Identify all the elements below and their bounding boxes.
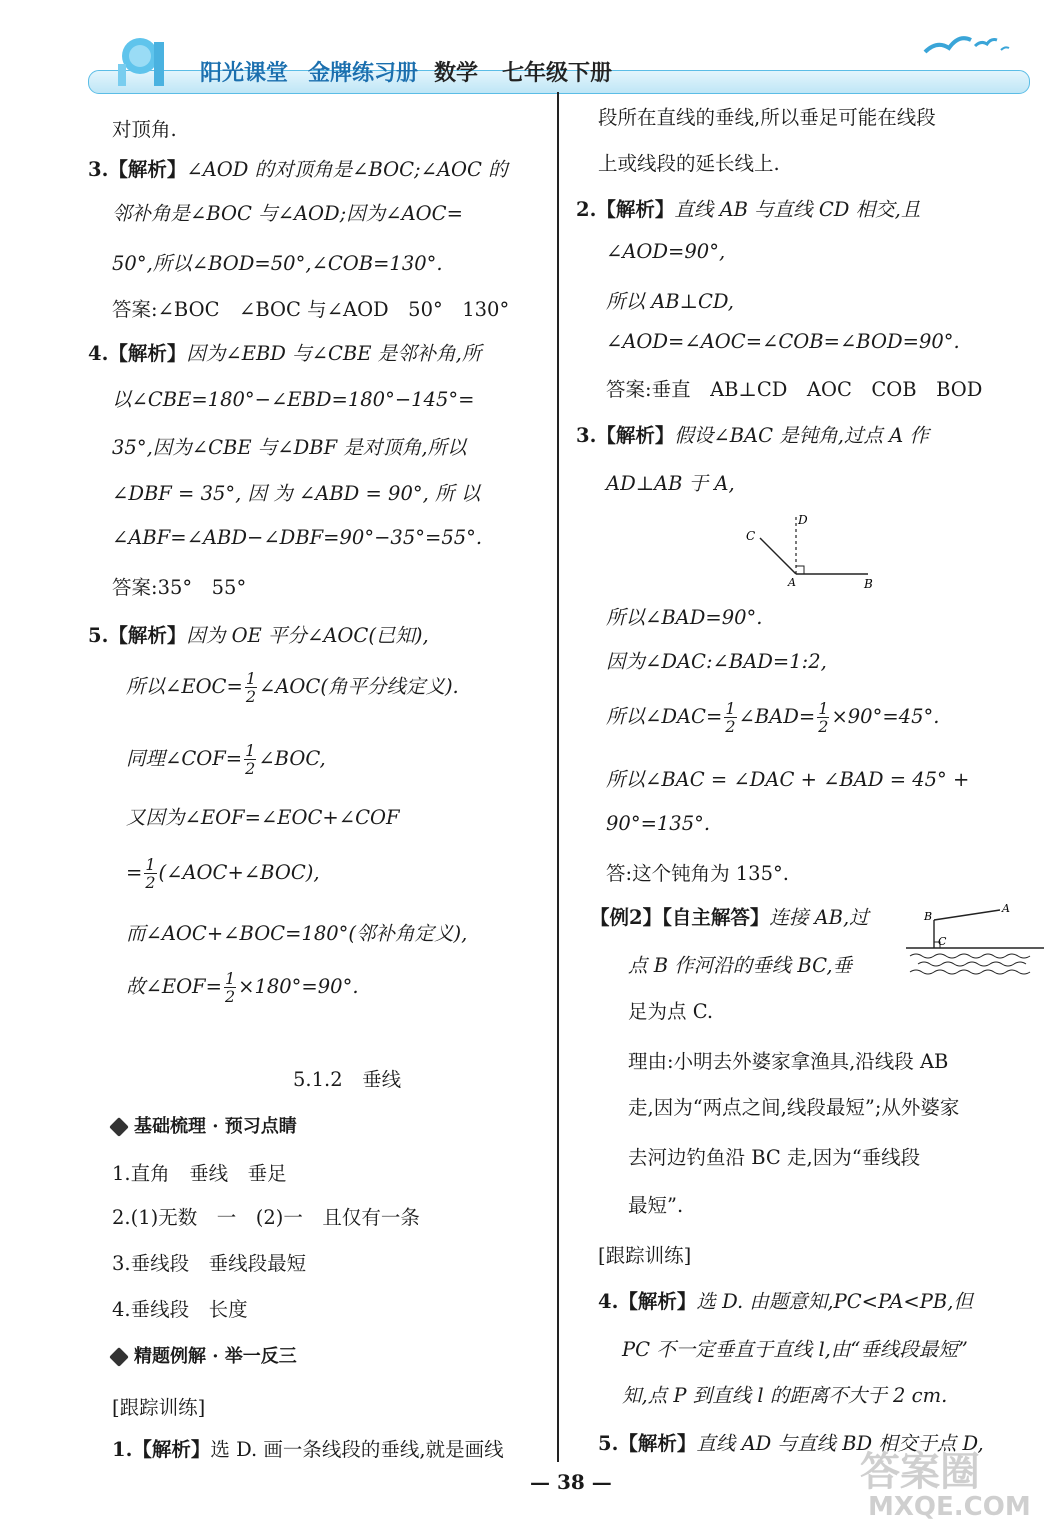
text-line: 所以∠BAC = ∠DAC + ∠BAD = 45° + bbox=[606, 768, 970, 791]
text-line: ∠AOD=∠AOC=∠COB=∠BOD=90°. bbox=[606, 330, 960, 353]
examples-heading: 精题例解 · 举一反三 bbox=[112, 1342, 297, 1368]
section-title: 5.1.2 垂线 bbox=[293, 1068, 402, 1091]
basics-heading: 基础梳理 · 预习点睛 bbox=[112, 1112, 297, 1138]
fig-label-a: A bbox=[788, 576, 796, 589]
river-figure bbox=[896, 898, 1046, 982]
header-title bbox=[200, 56, 612, 87]
text-line: 所以∠BAD=90°. bbox=[606, 606, 763, 629]
text-line: 段所在直线的垂线,所以垂足可能在线段 bbox=[598, 106, 936, 129]
text-line: 而∠AOC+∠BOC=180°(邻补角定义), bbox=[126, 922, 468, 945]
grade-label: 七年级下册 bbox=[502, 60, 613, 86]
text-line: 90°=135°. bbox=[606, 812, 711, 835]
text-line: 50°,所以∠BOD=50°,∠COB=130°. bbox=[112, 252, 443, 275]
track-label: [跟踪训练] bbox=[112, 1396, 206, 1419]
text-line: 走,因为“两点之间,线段最短”;从外婆家 bbox=[628, 1096, 960, 1119]
text-line: 所以∠DAC= $\frac{1}{2}$ ∠BAD= $\frac{1}{2}$ ×90°=45°. bbox=[606, 699, 940, 736]
track-label: [跟踪训练] bbox=[598, 1244, 692, 1267]
text-line: 3.垂线段 垂线段最短 bbox=[112, 1252, 307, 1275]
sun-logo-icon bbox=[110, 28, 180, 88]
text-line: 所以 AB⊥CD, bbox=[606, 290, 735, 313]
page-number: — 38 — bbox=[530, 1470, 612, 1494]
answer-line: 答案:垂直 AB⊥CD AOC COB BOD bbox=[606, 378, 983, 401]
diamond-icon bbox=[109, 1117, 129, 1137]
question-3: 3.【解析】∠AOD 的对顶角是∠BOC;∠AOC 的 bbox=[88, 158, 508, 181]
track-question-1: 1.【解析】选 D. 画一条线段的垂线,就是画线 bbox=[112, 1438, 504, 1461]
text-line: 去河边钓鱼沿 BC 走,因为“垂线段 bbox=[628, 1146, 921, 1169]
text-line: 邻补角是∠BOC 与∠AOD;因为∠AOC= bbox=[112, 202, 463, 225]
text-line: PC 不一定垂直于直线 l,由“垂线段最短” bbox=[622, 1338, 968, 1361]
answer-line: 答:这个钝角为 135°. bbox=[606, 862, 789, 885]
text-line: 1.直角 垂线 垂足 bbox=[112, 1162, 287, 1185]
text-line: ∠DBF = 35°, 因 为 ∠ABD = 90°, 所 以 bbox=[112, 482, 481, 505]
diamond-icon bbox=[109, 1347, 129, 1367]
question-4-right: 4.【解析】选 D. 由题意知,PC<PA<PB,但 bbox=[598, 1290, 973, 1313]
text-line: ∠AOD=90°, bbox=[606, 240, 726, 263]
text-line: 最短”. bbox=[628, 1194, 684, 1217]
fig-label-b: B bbox=[924, 910, 933, 923]
fig-label-a: A bbox=[1002, 902, 1010, 915]
text-line: 点 B 作河沿的垂线 BC,垂 bbox=[628, 954, 853, 977]
fig-label-b: B bbox=[864, 577, 873, 591]
brand-series: 金牌练习册 bbox=[308, 60, 419, 86]
fig-label-c: C bbox=[746, 529, 756, 543]
text-line: 故∠EOF= $\frac{1}{2}$ ×180°=90°. bbox=[126, 969, 359, 1006]
question-5-right: 5.【解析】直线 AD 与直线 BD 相交于点 D, bbox=[598, 1432, 984, 1455]
text-line: 4.垂线段 长度 bbox=[112, 1298, 248, 1321]
text-line: 知,点 P 到直线 l 的距离不大于 2 cm. bbox=[622, 1384, 948, 1407]
text-line: 以∠CBE=180°−∠EBD=180°−145°= bbox=[112, 388, 475, 411]
question-5: 5.【解析】因为 OE 平分∠AOC(已知), bbox=[88, 624, 429, 647]
text-line: 因为∠DAC:∠BAD=1:2, bbox=[606, 650, 827, 673]
example-2: 【例2】【自主解答】连接 AB,过 bbox=[590, 906, 869, 929]
question-3-right: 3.【解析】假设∠BAC 是钝角,过点 A 作 bbox=[576, 424, 929, 447]
question-4: 4.【解析】因为∠EBD 与∠CBE 是邻补角,所 bbox=[88, 342, 482, 365]
text-line: ∠ABF=∠ABD−∠DBF=90°−35°=55°. bbox=[112, 526, 483, 549]
text-line: 又因为∠EOF=∠EOC+∠COF bbox=[126, 806, 400, 829]
column-divider bbox=[557, 92, 559, 1462]
text-line: 所以∠EOC= $\frac{1}{2}$ ∠AOC(角平分线定义). bbox=[126, 669, 459, 706]
watermark-url: MXQE.COM bbox=[868, 1492, 1031, 1522]
page-header bbox=[0, 0, 1061, 100]
answer-line: 答案:∠BOC ∠BOC 与∠AOD 50° 130° bbox=[112, 298, 510, 321]
text-line: 同理∠COF= $\frac{1}{2}$ ∠BOC, bbox=[126, 741, 326, 778]
text-line: 35°,因为∠CBE 与∠DBF 是对顶角,所以 bbox=[112, 436, 467, 459]
text-line: 2.(1)无数 一 (2)一 且仅有一条 bbox=[112, 1206, 420, 1229]
subject-label: 数学 bbox=[434, 60, 479, 86]
perpendicular-figure bbox=[736, 508, 876, 598]
answer-line: 答案:35° 55° bbox=[112, 576, 247, 599]
text-line: 对顶角. bbox=[112, 118, 177, 141]
brand-name: 阳光课堂 bbox=[200, 60, 289, 86]
text-line: 足为点 C. bbox=[628, 1000, 714, 1023]
text-line: = $\frac{1}{2}$ (∠AOC+∠BOC), bbox=[126, 855, 320, 892]
text-line: 理由:小明去外婆家拿渔具,沿线段 AB bbox=[628, 1050, 949, 1073]
watermark: 答案圈 bbox=[860, 1449, 980, 1495]
fig-label-c: C bbox=[938, 935, 947, 948]
text-line: AD⊥AB 于 A, bbox=[606, 472, 735, 495]
birds-icon bbox=[915, 24, 1025, 64]
text-line: 上或线段的延长线上. bbox=[598, 152, 780, 175]
question-2: 2.【解析】直线 AB 与直线 CD 相交,且 bbox=[576, 198, 921, 221]
fig-label-d: D bbox=[798, 513, 808, 527]
